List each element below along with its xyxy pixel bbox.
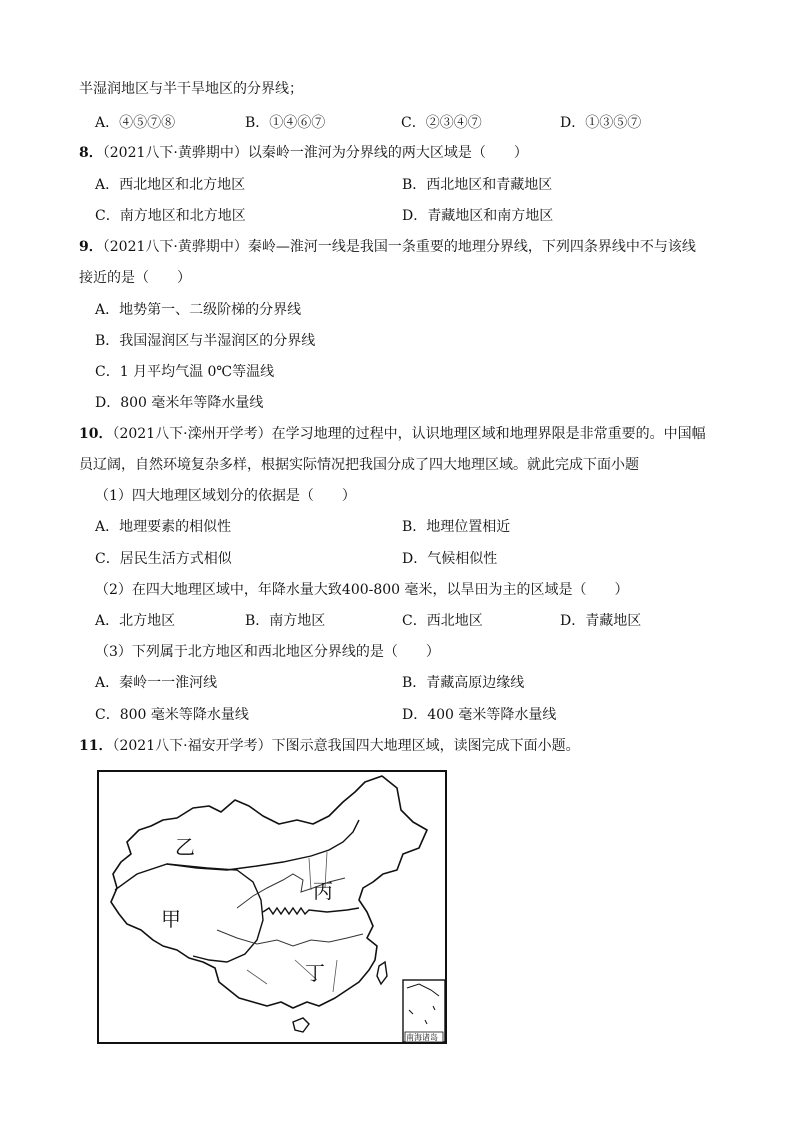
q10-sub1-option-a[interactable]: A．地理要素的相似性 bbox=[95, 519, 232, 535]
q11-stem: 下图示意我国四大地理区域，读图完成下面小题。 bbox=[271, 738, 580, 754]
q10-sub2-option-c[interactable]: C．西北地区 bbox=[402, 613, 483, 629]
q10-sub3-option-b[interactable]: B．青藏高原边缘线 bbox=[402, 675, 525, 691]
q9-option-b[interactable]: B．我国湿润区与半湿润区的分界线 bbox=[95, 333, 316, 349]
q7-option-b[interactable]: B．①④⑥⑦ bbox=[245, 115, 326, 131]
q8-option-b[interactable]: B．西北地区和青藏地区 bbox=[402, 177, 553, 193]
region-label-ding: 丁 bbox=[305, 961, 325, 985]
q9-number: 9． bbox=[79, 239, 103, 255]
q8-option-a[interactable]: A．西北地区和北方地区 bbox=[95, 177, 246, 193]
q10-sub2-option-a[interactable]: A．北方地区 bbox=[95, 613, 176, 629]
q10-sub1-option-b[interactable]: B．地理位置相近 bbox=[402, 519, 511, 535]
q8-stem: 以秦岭一淮河为分界线的两大区域是（ ） bbox=[247, 145, 528, 161]
q7-stem-tail: 半湿润地区与半干旱地区的分界线； bbox=[79, 81, 303, 97]
region-label-bing: 丙 bbox=[313, 879, 333, 903]
q9-option-a[interactable]: A．地势第一、二级阶梯的分界线 bbox=[95, 302, 302, 318]
q8-number: 8． bbox=[79, 145, 103, 161]
q10-sub1-stem: （1）四大地理区域划分的依据是（ ） bbox=[95, 488, 356, 504]
q9-option-c[interactable]: C．1 月平均气温 0℃等温线 bbox=[95, 364, 275, 380]
region-label-yi: 乙 bbox=[175, 835, 195, 859]
question-10 bbox=[79, 424, 706, 444]
q10-sub2-option-d[interactable]: D．青藏地区 bbox=[560, 613, 642, 629]
q7-option-a[interactable]: A．④⑤⑦⑧ bbox=[95, 115, 176, 131]
q10-sub3-stem: （3）下列属于北方地区和西北地区分界线的是（ ） bbox=[95, 644, 440, 660]
q10-sub3-option-c[interactable]: C．800 毫米等降水量线 bbox=[95, 707, 249, 723]
q7-option-c[interactable]: C．②③④⑦ bbox=[401, 115, 482, 131]
q9-stem-line1: 秦岭—淮河一线是我国一条重要的地理分界线，下列四条界线中不与该线 bbox=[247, 239, 696, 255]
q8-option-c[interactable]: C．南方地区和北方地区 bbox=[95, 208, 246, 224]
question-8 bbox=[79, 143, 528, 163]
q10-source: （2021八下·滦州开学考） bbox=[112, 426, 272, 442]
q10-sub1-option-c[interactable]: C．居民生活方式相似 bbox=[95, 551, 232, 567]
q10-stem-line1: 在学习地理的过程中，认识地理区域和地理界限是非常重要的。中国幅 bbox=[271, 426, 706, 442]
q10-sub2-stem: （2）在四大地理区域中，年降水量大致400-800 毫米，以旱田为主的区域是（ ） bbox=[95, 582, 629, 598]
region-label-jia: 甲 bbox=[161, 907, 181, 931]
q9-option-d[interactable]: D．800 毫米年等降水量线 bbox=[95, 395, 264, 411]
q9-stem-line2: 接近的是（ ） bbox=[79, 270, 191, 286]
map-frame bbox=[98, 771, 446, 1043]
question-11 bbox=[79, 736, 580, 756]
q8-option-d[interactable]: D．青藏地区和南方地区 bbox=[402, 208, 554, 224]
q10-stem-line2: 员辽阔，自然环境复杂多样，根据实际情况把我国分成了四大地理区域。就此完成下面小题 bbox=[79, 457, 639, 473]
inset-label: 南海诸岛 bbox=[406, 1033, 438, 1042]
q10-number: 10． bbox=[79, 426, 113, 442]
question-9 bbox=[79, 237, 696, 257]
q7-option-d[interactable]: D．①③⑤⑦ bbox=[560, 115, 642, 131]
q9-source: （2021八下·黄骅期中） bbox=[102, 239, 248, 255]
q10-sub3-option-a[interactable]: A．秦岭一一淮河线 bbox=[95, 675, 218, 691]
q11-number: 11． bbox=[79, 738, 113, 754]
q11-source: （2021八下·福安开学考） bbox=[112, 738, 272, 754]
q10-sub1-option-d[interactable]: D．气候相似性 bbox=[402, 551, 498, 567]
q10-sub2-option-b[interactable]: B．南方地区 bbox=[245, 613, 326, 629]
q10-sub3-option-d[interactable]: D．400 毫米等降水量线 bbox=[402, 707, 557, 723]
china-regions-map bbox=[97, 770, 447, 1044]
q8-source: （2021八下·黄骅期中） bbox=[102, 145, 248, 161]
